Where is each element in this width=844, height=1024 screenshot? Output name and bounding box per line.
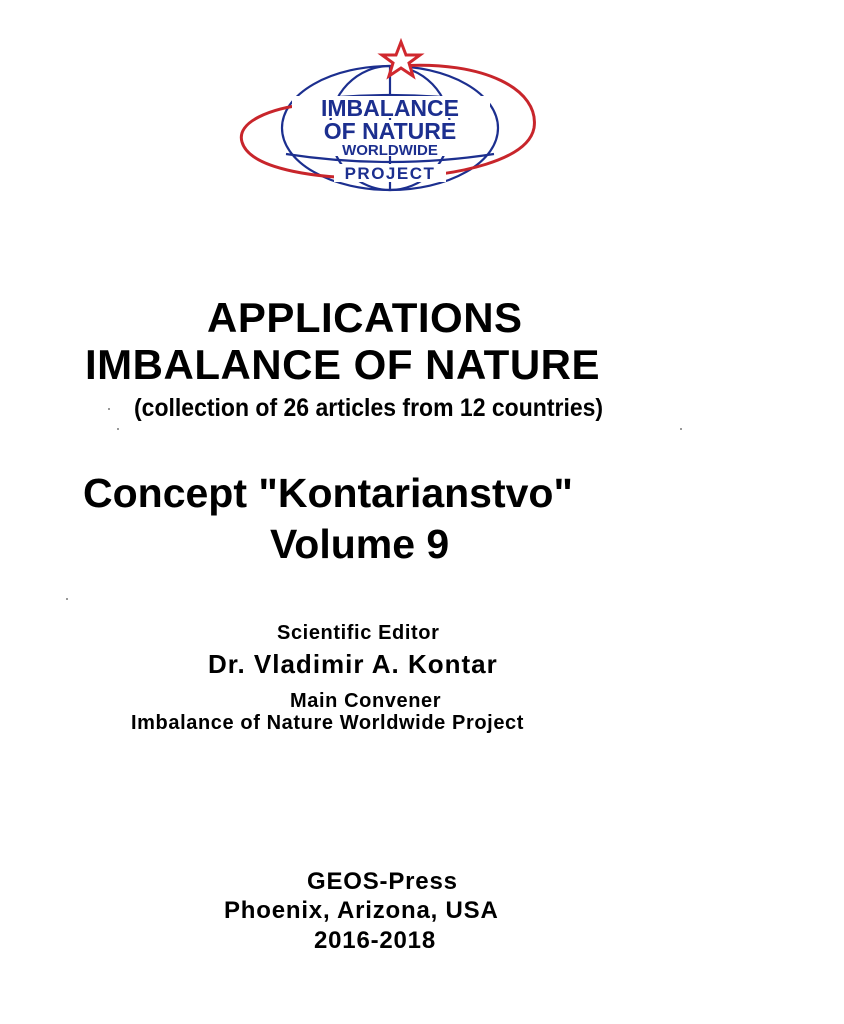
volume-number: Volume 9 [270,521,450,567]
subtitle: (collection of 26 articles from 12 countries) [134,394,604,422]
editor-role: Scientific Editor [277,622,440,644]
publication-years: 2016-2018 [314,927,436,954]
concept-title: Concept "Kontarianstvo" [83,470,573,516]
editor-project: Imbalance of Nature Worldwide Project [131,712,525,734]
publisher-place: Phoenix, Arizona, USA [224,897,499,924]
scan-mark [680,428,682,430]
title-line-1: APPLICATIONS [207,294,523,341]
title-line-2: IMBALANCE OF NATURE [85,341,601,388]
logo-line-2: OF NATURE [323,118,457,144]
editor-position: Main Convener [290,690,442,712]
logo-line-4: PROJECT [344,164,436,183]
logo-line-1: IMBALANCE [321,95,459,121]
project-logo [230,38,550,198]
publisher-name: GEOS-Press [307,868,458,895]
scan-mark [117,428,119,430]
logo-line-3: WORLDWIDE [342,142,438,159]
scan-mark [108,408,110,410]
editor-name: Dr. Vladimir A. Kontar [208,649,498,679]
scan-mark [66,598,68,600]
